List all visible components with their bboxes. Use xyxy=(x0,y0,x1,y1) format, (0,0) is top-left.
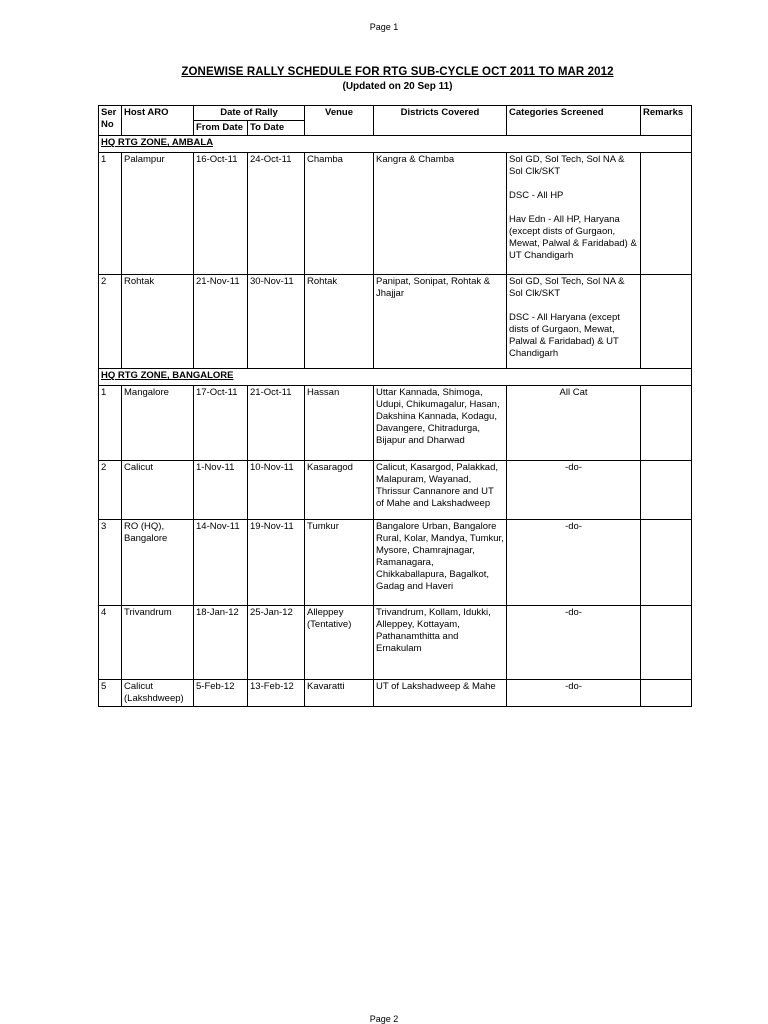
table-row xyxy=(99,386,692,461)
ser-cell: 2 xyxy=(99,275,122,369)
to-date-cell: 21-Oct-11 xyxy=(248,386,305,461)
zone-header-row xyxy=(99,369,692,386)
remarks-cell xyxy=(641,461,692,520)
remarks-cell xyxy=(641,680,692,707)
ser-cell: 3 xyxy=(99,520,122,606)
to-date-cell: 25-Jan-12 xyxy=(248,606,305,680)
from-date-cell: 18-Jan-12 xyxy=(194,606,248,680)
districts-cell: Calicut, Kasargod, Palakkad, Malapuram, Wayanad, Thrissur Cannanore and UT of Mahe and Lakshadweep xyxy=(374,461,507,520)
categories-cell xyxy=(507,606,641,680)
header-ser-no xyxy=(99,106,122,136)
document-title: ZONEWISE RALLY SCHEDULE FOR RTG SUB-CYCLE OCT 2011 TO MAR 2012 xyxy=(181,66,614,78)
header-venue: Venue xyxy=(305,106,374,136)
to-date-cell: 10-Nov-11 xyxy=(248,461,305,520)
host-aro-cell: Rohtak xyxy=(122,275,194,369)
to-date-cell: 30-Nov-11 xyxy=(248,275,305,369)
category-text: All Cat xyxy=(559,387,588,398)
districts-cell: UT of Lakshadweep & Mahe xyxy=(374,680,507,707)
categories-cell xyxy=(507,680,641,707)
category-text: -do- xyxy=(565,462,582,473)
header-row-1 xyxy=(99,106,692,121)
venue-cell: Kasaragod xyxy=(305,461,374,520)
districts-cell: Kangra & Chamba xyxy=(374,153,507,275)
from-date-cell: 14-Nov-11 xyxy=(194,520,248,606)
districts-cell: Uttar Kannada, Shimoga, Udupi, Chikumagalur, Hasan, Dakshina Kannada, Kodagu, Davangere, Chitradurga, Bijapur and Dharwad xyxy=(374,386,507,461)
host-aro-cell: Trivandrum xyxy=(122,606,194,680)
from-date-cell: 21-Nov-11 xyxy=(194,275,248,369)
to-date-cell: 24-Oct-11 xyxy=(248,153,305,275)
category-text: Sol GD, Sol Tech, Sol NA & Sol Clk/SKT xyxy=(509,276,625,299)
venue-cell: Tumkur xyxy=(305,520,374,606)
category-text: DSC - All HP xyxy=(509,190,564,201)
from-date-cell: 17-Oct-11 xyxy=(194,386,248,461)
to-date-cell: 13-Feb-12 xyxy=(248,680,305,707)
to-date-cell: 19-Nov-11 xyxy=(248,520,305,606)
host-aro-cell: Calicut xyxy=(122,461,194,520)
districts-cell: Bangalore Urban, Bangalore Rural, Kolar, Mandya, Tumkur, Mysore, Chamrajnagar, Ramanagara, Chikkaballapura, Bagalkot, Gadag and Haveri xyxy=(374,520,507,606)
from-date-cell: 5-Feb-12 xyxy=(194,680,248,707)
table-row xyxy=(99,153,692,275)
page-number-top: Page 1 xyxy=(369,22,399,32)
host-aro-cell: Mangalore xyxy=(122,386,194,461)
host-aro-cell: Calicut (Lakshdweep) xyxy=(122,680,194,707)
venue-cell: Chamba xyxy=(305,153,374,275)
rally-schedule-table xyxy=(98,105,692,707)
categories-cell xyxy=(507,386,641,461)
venue-cell: Rohtak xyxy=(305,275,374,369)
header-to-date: To Date xyxy=(248,121,305,136)
categories-cell xyxy=(507,275,641,369)
remarks-cell xyxy=(641,386,692,461)
districts-cell: Panipat, Sonipat, Rohtak & Jhajjar xyxy=(374,275,507,369)
remarks-cell xyxy=(641,275,692,369)
header-categories: Categories Screened xyxy=(507,106,641,136)
category-text: DSC - All Haryana (except dists of Gurgaon, Mewat, Palwal & Faridabad) & UT Chandigarh xyxy=(509,312,620,359)
table-row xyxy=(99,461,692,520)
ser-cell: 2 xyxy=(99,461,122,520)
category-text: Hav Edn - All HP, Haryana (except dists of Gurgaon, Mewat, Palwal & Faridabad) & UT Chandigarh xyxy=(509,214,637,261)
ser-cell: 1 xyxy=(99,153,122,275)
category-text: -do- xyxy=(565,681,582,692)
from-date-cell: 1-Nov-11 xyxy=(194,461,248,520)
categories-cell xyxy=(507,153,641,275)
header-ser: Ser xyxy=(101,107,117,118)
remarks-cell xyxy=(641,153,692,275)
header-from-date: From Date xyxy=(194,121,248,136)
header-districts: Districts Covered xyxy=(374,106,507,136)
districts-cell: Trivandrum, Kollam, Idukki, Alleppey, Kottayam, Pathanamthitta and Ernakulam xyxy=(374,606,507,680)
header-date-of-rally: Date of Rally xyxy=(194,106,305,121)
header-host-aro: Host ARO xyxy=(122,106,194,136)
host-aro-cell: Palampur xyxy=(122,153,194,275)
category-text: -do- xyxy=(565,607,582,618)
zone-name: HQ RTG ZONE, AMBALA xyxy=(99,136,692,153)
remarks-cell xyxy=(641,520,692,606)
host-aro-cell: RO (HQ), Bangalore xyxy=(122,520,194,606)
table-row xyxy=(99,680,692,707)
venue-cell: Kavaratti xyxy=(305,680,374,707)
document-subtitle: (Updated on 20 Sep 11) xyxy=(342,81,453,92)
header-remarks: Remarks xyxy=(641,106,692,136)
ser-cell: 1 xyxy=(99,386,122,461)
venue-cell: Hassan xyxy=(305,386,374,461)
remarks-cell xyxy=(641,606,692,680)
table-row xyxy=(99,520,692,606)
categories-cell xyxy=(507,461,641,520)
table-row xyxy=(99,275,692,369)
table-row xyxy=(99,606,692,680)
category-text: -do- xyxy=(565,521,582,532)
page-number-bottom: Page 2 xyxy=(369,1014,399,1024)
from-date-cell: 16-Oct-11 xyxy=(194,153,248,275)
zone-name: HQ RTG ZONE, BANGALORE xyxy=(99,369,692,386)
ser-cell: 4 xyxy=(99,606,122,680)
header-no: No xyxy=(101,119,114,130)
venue-cell: Alleppey (Tentative) xyxy=(305,606,374,680)
category-text: Sol GD, Sol Tech, Sol NA & Sol Clk/SKT xyxy=(509,154,625,177)
categories-cell xyxy=(507,520,641,606)
zone-header-row xyxy=(99,136,692,153)
ser-cell: 5 xyxy=(99,680,122,707)
